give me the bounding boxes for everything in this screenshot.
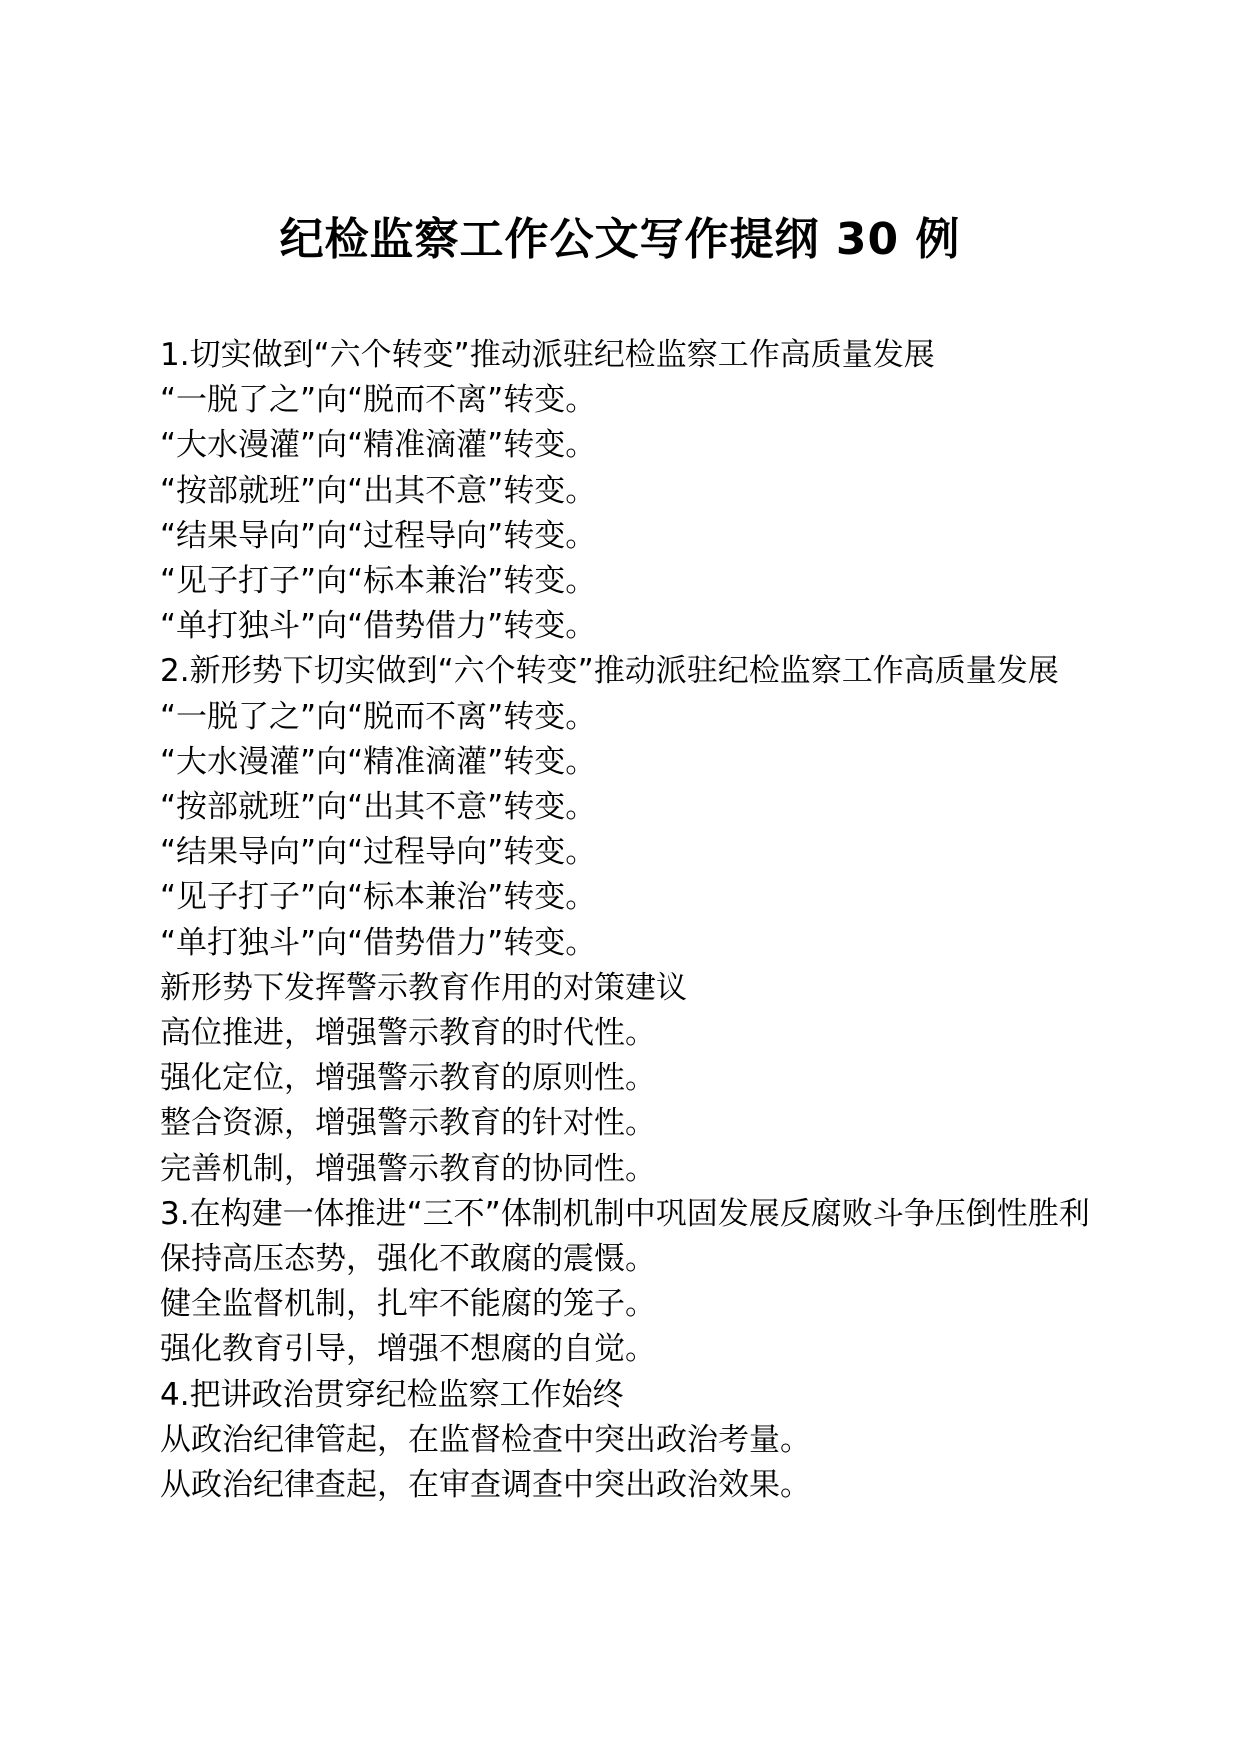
heading-line: 1.切实做到“六个转变”推动派驻纪检监察工作高质量发展 xyxy=(160,337,935,373)
text-line: “一脱了之”向“脱而不离”转变。 xyxy=(160,698,597,735)
text-line: “结果导向”向“过程导向”转变。 xyxy=(160,834,597,871)
text-line: 完善机制，增强警示教育的协同性。 xyxy=(160,1150,656,1187)
text-line: 强化教育引导，增强不想腐的自觉。 xyxy=(160,1331,656,1368)
text-line: 高位推进，增强警示教育的时代性。 xyxy=(160,1015,656,1052)
text-line: “大水漫灌”向“精准滴灌”转变。 xyxy=(160,427,597,464)
text-line: “见子打子”向“标本兼治”转变。 xyxy=(160,879,597,916)
text-line: 整合资源，增强警示教育的针对性。 xyxy=(160,1105,656,1142)
text-line: 从政治纪律查起，在审查调查中突出政治效果。 xyxy=(160,1467,811,1504)
text-line: “大水漫灌”向“精准滴灌”转变。 xyxy=(160,743,597,780)
text-line: “结果导向”向“过程导向”转变。 xyxy=(160,517,597,554)
text-line: 强化定位，增强警示教育的原则性。 xyxy=(160,1060,656,1097)
heading-line: 3.在构建一体推进“三不”体制机制中巩固发展反腐败斗争压倒性胜利 xyxy=(160,1195,1090,1232)
heading-line: 4.把讲政治贯穿纪检监察工作始终 xyxy=(160,1376,624,1413)
text-line: “单打独斗”向“借势借力”转变。 xyxy=(160,608,597,645)
heading-line: 2.新形势下切实做到“六个转变”推动派驻纪检监察工作高质量发展 xyxy=(160,653,1059,690)
text-line: “按部就班”向“出其不意”转变。 xyxy=(160,472,597,509)
document-title: 纪检监察工作公文写作提纲 30 例 xyxy=(279,214,961,265)
heading-line: 新形势下发挥警示教育作用的对策建议 xyxy=(160,969,687,1006)
text-line: “一脱了之”向“脱而不离”转变。 xyxy=(160,382,597,419)
text-line: “单打独斗”向“借势借力”转变。 xyxy=(160,924,597,961)
text-line: “见子打子”向“标本兼治”转变。 xyxy=(160,563,597,600)
text-line: 从政治纪律管起，在监督检查中突出政治考量。 xyxy=(160,1421,811,1458)
text-line: 保持高压态势，强化不敢腐的震慑。 xyxy=(160,1241,656,1278)
text-line: “按部就班”向“出其不意”转变。 xyxy=(160,789,597,826)
document-body xyxy=(160,333,1095,1508)
text-line: 健全监督机制，扎牢不能腐的笼子。 xyxy=(160,1286,656,1323)
